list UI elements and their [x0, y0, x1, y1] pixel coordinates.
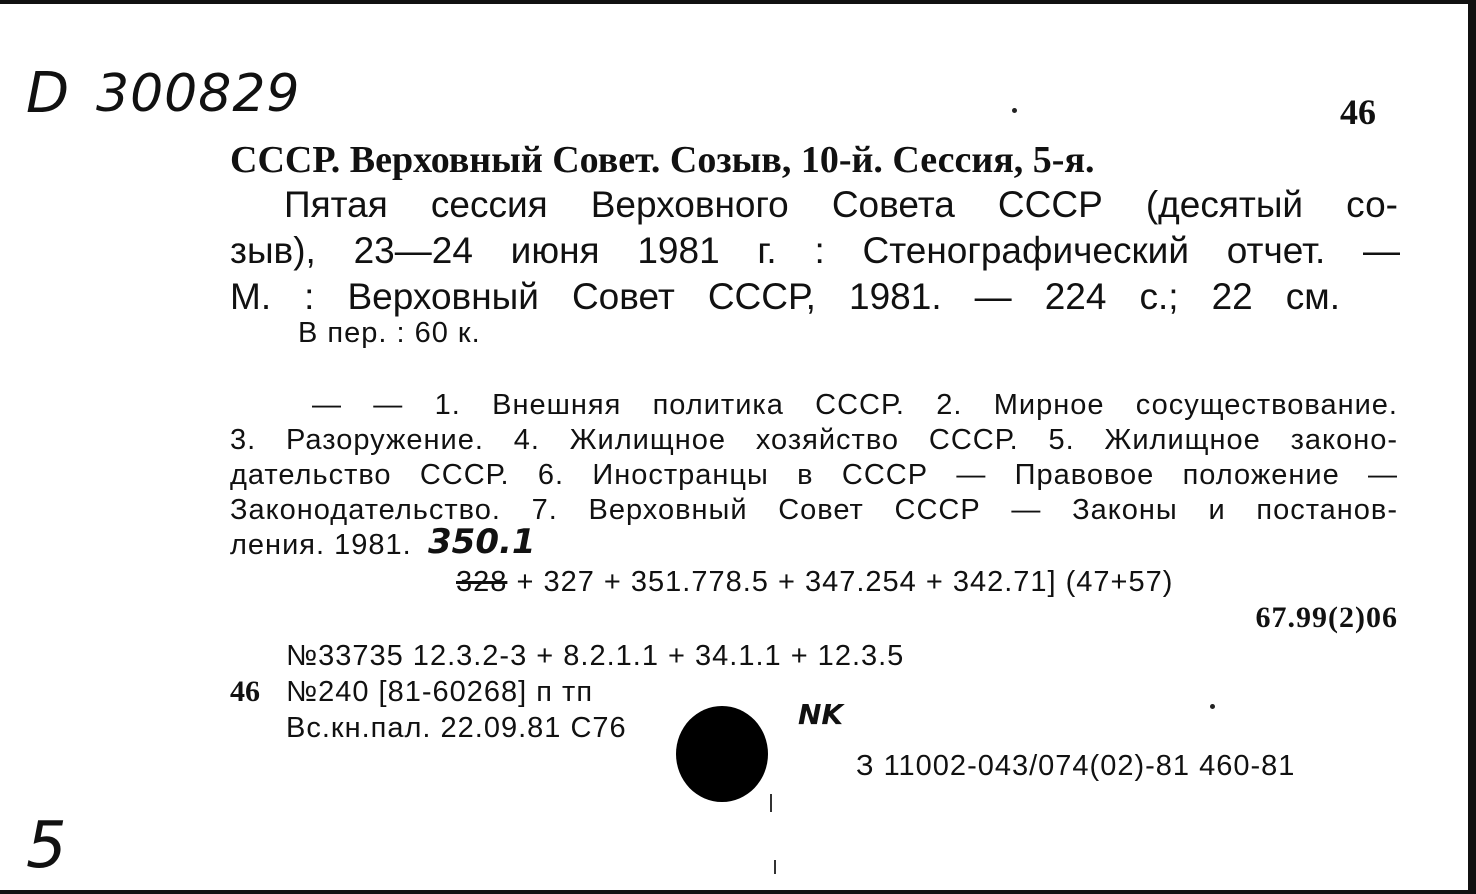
subjects-line-3: дательство СССР. 6. Иностранцы в СССР — Правовое положение —	[230, 459, 1398, 491]
classification-numbers: + 327 + 351.778.5 + 347.254 + 342.71] (47+57)	[507, 566, 1174, 598]
card-heading: СССР. Верховный Совет. Созыв, 10-й. Сессия, 5-я.	[230, 139, 1095, 181]
punch-hole	[676, 706, 768, 802]
struck-class-number: 328	[456, 566, 508, 598]
handwritten-mark: NK	[798, 698, 844, 731]
handwritten-class-note: 350.1	[428, 522, 536, 562]
ink-speck	[1012, 108, 1017, 113]
description-line-1: Пятая сессия Верховного Совета СССР (десятый со-	[284, 184, 1398, 225]
info-line-2-number: 46	[230, 675, 260, 708]
subjects-line-5: ления. 1981.	[230, 529, 412, 561]
description-line-3: М. : Верховный Совет СССР, 1981. — 224 с.; 22 см.	[230, 276, 1340, 317]
handwritten-corner-mark: 5	[26, 809, 67, 883]
ink-speck	[1210, 704, 1215, 709]
handwritten-accession-number: 300829	[96, 64, 301, 124]
publisher-code: З 11002-043/074(02)-81 460-81	[856, 750, 1296, 782]
card-number: 46	[1340, 92, 1376, 132]
ink-speck	[770, 794, 772, 812]
subjects-line-2: 3. Разоружение. 4. Жилищное хозяйство СССР. 5. Жилищное законо-	[230, 424, 1398, 456]
info-line-1: №33735 12.3.2-3 + 8.2.1.1 + 34.1.1 + 12.3.5	[286, 640, 905, 672]
handwritten-accession-prefix: D	[26, 61, 70, 126]
ink-speck	[774, 860, 776, 874]
description-line-2: зыв), 23—24 июня 1981 г. : Стенографический отчет. —	[230, 230, 1400, 271]
info-line-3: Вс.кн.пал. 22.09.81 С76	[286, 712, 627, 744]
subjects-line-1: — — 1. Внешняя политика СССР. 2. Мирное сосуществование.	[312, 389, 1398, 421]
classification-index: 67.99(2)06	[1255, 601, 1398, 634]
price-line: В пер. : 60 к.	[298, 317, 481, 349]
subjects-line-4: Законодательство. 7. Верховный Совет СССР — Законы и постанов-	[230, 494, 1398, 526]
classification-line	[456, 564, 1396, 600]
info-line-2: №240 [81-60268] п тп	[286, 676, 594, 708]
